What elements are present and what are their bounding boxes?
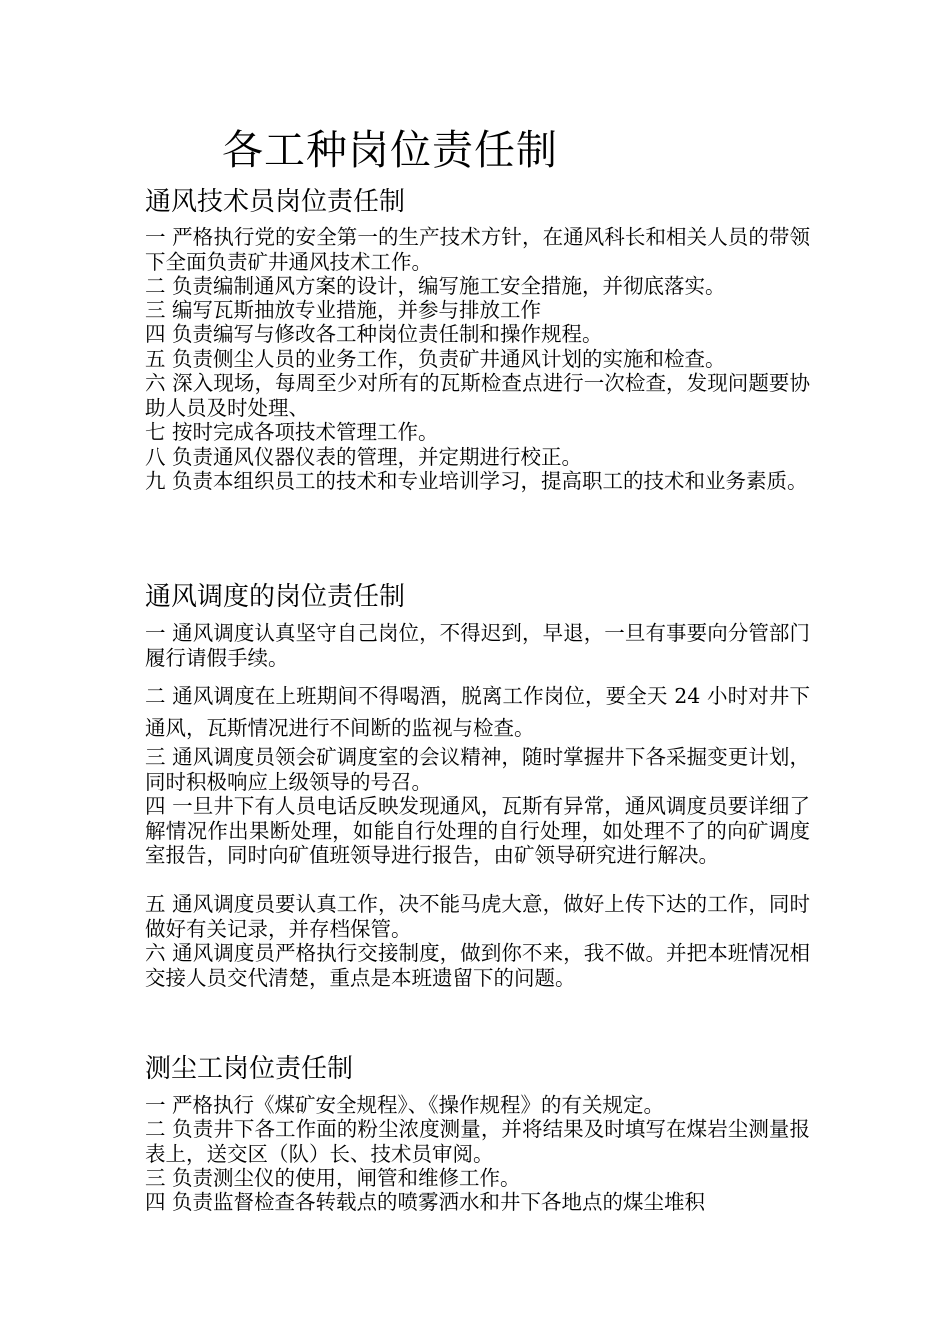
list-item: 三 负责测尘仪的使用，闸管和维修工作。 [145, 1166, 521, 1190]
list-item: 四 负责编写与修改各工种岗位责任制和操作规程。 [145, 322, 603, 346]
list-item: 一 严格执行党的安全第一的生产技术方针，在通风科长和相关人员的带领下全面负责矿井通风技术工作。 [145, 225, 810, 274]
list-item: 九 负责本组织员工的技术和专业培训学习，提高职工的技术和业务素质。 [145, 469, 808, 493]
list-item: 六 通风调度员严格执行交接制度，做到你不来，我不做。并把本班情况相交接人员交代清楚，重点是本班遗留下的问题。 [145, 941, 810, 990]
list-item: 一 通风调度认真坚守自己岗位，不得迟到，早退，一旦有事要向分管部门履行请假手续。 [145, 621, 810, 670]
list-item: 三 编写瓦斯抽放专业措施，并参与排放工作 [145, 298, 542, 322]
section-heading: 通风调度的岗位责任制 [145, 582, 406, 612]
list-item: 五 负责侧尘人员的业务工作，负责矿井通风计划的实施和检查。 [145, 347, 726, 371]
list-item: 五 通风调度员要认真工作，决不能马虎大意，做好上传下达的工作，同时做好有关记录，并存档保管。 [145, 892, 810, 941]
list-item: 七 按时完成各项技术管理工作。 [145, 420, 439, 444]
document-title: 各工种岗位责任制 [222, 126, 558, 174]
list-item: 二 负责井下各工作面的粉尘浓度测量，并将结果及时填写在煤岩尘测量报表上，送交区（队）长、技术员审阅。 [145, 1117, 810, 1166]
list-item: 四 负责监督检查各转载点的喷雾洒水和井下各地点的煤尘堆积 [145, 1190, 706, 1214]
section-heading: 通风技术员岗位责任制 [145, 187, 406, 217]
section-heading: 测尘工岗位责任制 [145, 1054, 354, 1084]
list-item: 二 通风调度在上班期间不得喝酒，脱离工作岗位，要全天 24 小时对井下通风，瓦斯情况进行不间断的监视与检查。 [145, 684, 810, 740]
list-item: 八 负责通风仪器仪表的管理，并定期进行校正。 [145, 445, 583, 469]
list-item: 三 通风调度员领会矿调度室的会议精神，随时掌握井下各采掘变更计划，同时积极响应上级领导的号召。 [145, 745, 810, 794]
list-item: 四 一旦井下有人员电话反映发现通风，瓦斯有异常，通风调度员要详细了解情况作出果断处理，如能自行处理的自行处理，如处理不了的向矿调度室报告，同时向矿值班领导进行报告，由矿领导研究进行解决。 [145, 794, 810, 867]
list-item: 六 深入现场，每周至少对所有的瓦斯检查点进行一次检查，发现问题要协助人员及时处理、 [145, 371, 810, 420]
list-item: 一 严格执行《煤矿安全规程》、《操作规程》的有关规定。 [145, 1093, 665, 1117]
list-item: 二 负责编制通风方案的设计，编写施工安全措施，并彻底落实。 [145, 274, 726, 298]
